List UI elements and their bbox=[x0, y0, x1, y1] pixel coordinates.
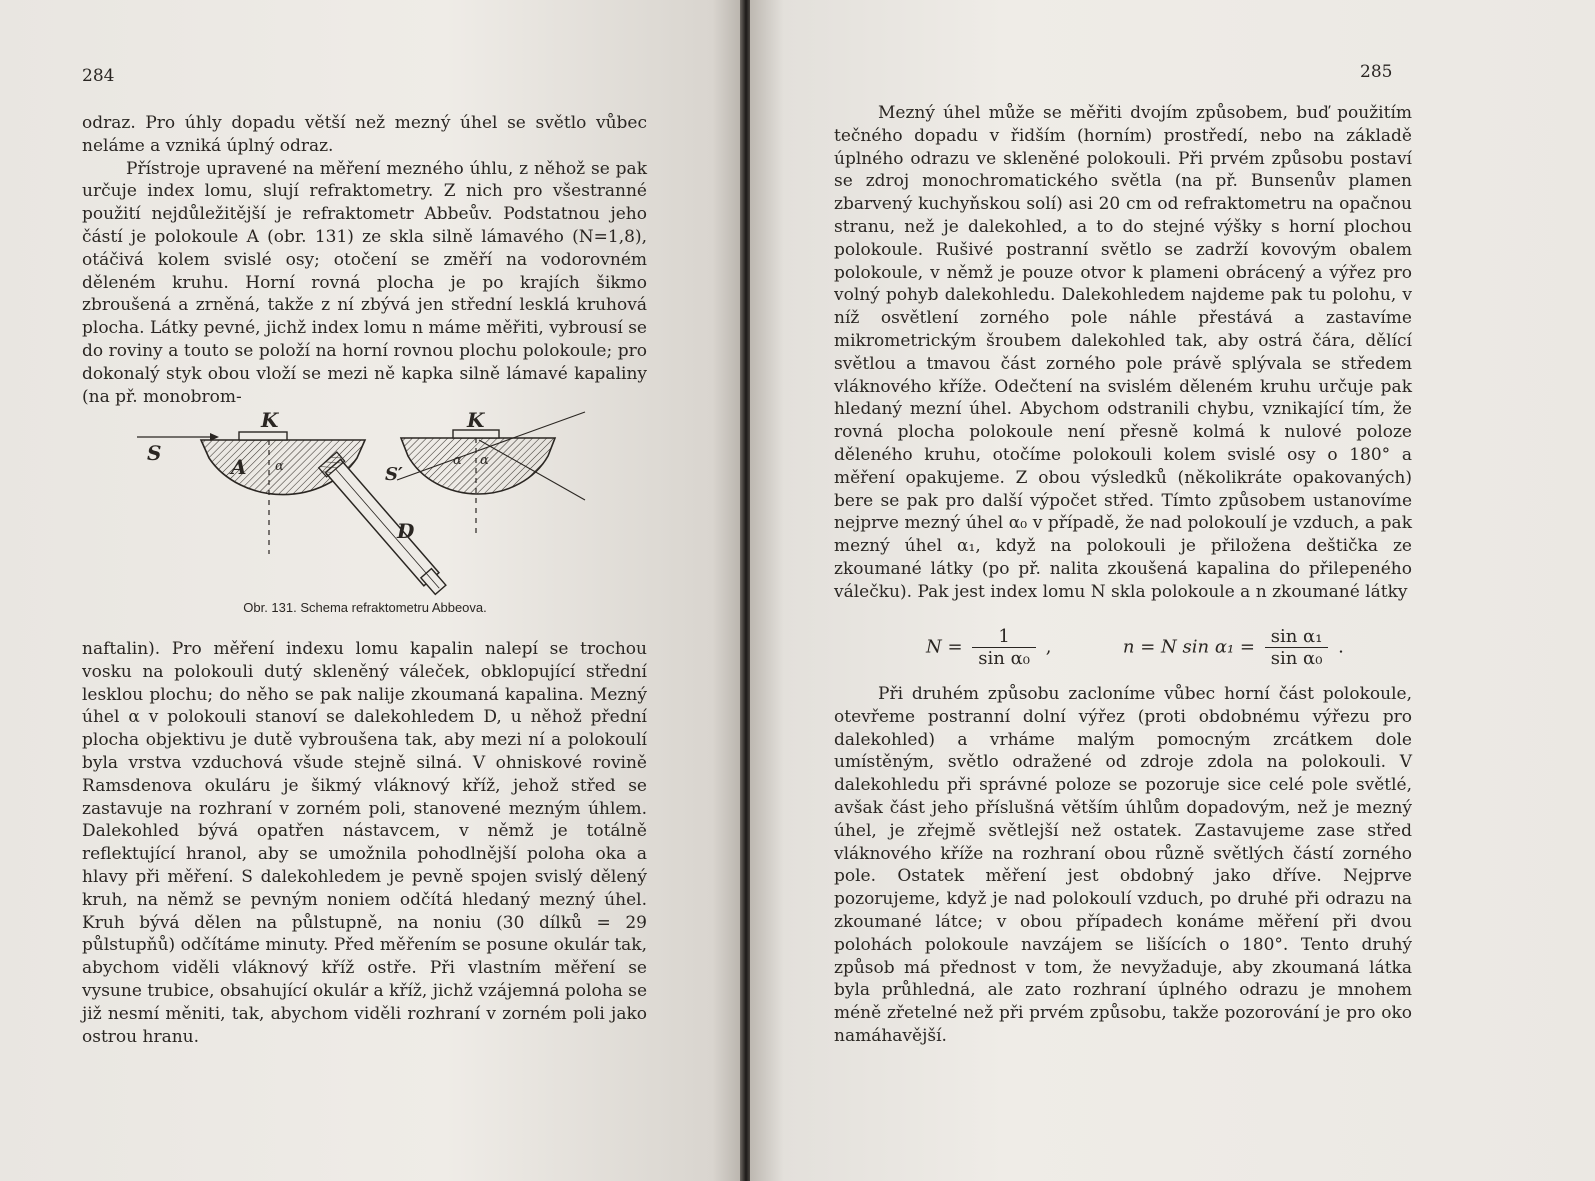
denominator: sin α₀ bbox=[978, 648, 1030, 669]
left-text-top bbox=[82, 112, 647, 408]
right-text-top bbox=[834, 102, 1412, 604]
numerator: 1 bbox=[972, 626, 1036, 648]
hemisphere-right bbox=[401, 438, 555, 494]
left-page bbox=[0, 0, 742, 1181]
right-page bbox=[750, 0, 1595, 1181]
label-k: K bbox=[261, 408, 279, 432]
figure-caption: Obr. 131. Schema refraktometru Abbeova. bbox=[243, 600, 487, 615]
formula-lhs: n = N sin α₁ = bbox=[1122, 636, 1255, 658]
label-alpha: α bbox=[453, 453, 462, 468]
formula-lhs: N = bbox=[926, 636, 963, 658]
formula-end: . bbox=[1338, 636, 1344, 658]
label-d: D bbox=[397, 519, 415, 543]
refractometer-figure bbox=[135, 404, 605, 600]
formula bbox=[926, 626, 1366, 669]
paragraph: Při druhém způsobu zacloníme vůbec horní část polokoule, otevřeme postranní dolní výřez (proti obdobnému výřezu pro dalekohled) a vrháme malým pomocným zrcátkem dole umístěným, světlo odražené od zdroje zdola na polokouli. V dalekohledu při správné poloze se pozoruje sice celé pole světlé, avšak část jeho příslušná větším úhlům dopadovým, než je mezný úhel, je zřejmě světlejší než ostatek. Zastavujeme zase střed vláknového kříže na rozhraní obou různě světlých částí zorného pole. Ostatek měření jest obdobný jako dříve. Nejprve pozorujeme, když je nad polokoulí vzduch, po druhé při odrazu na zkoumané látce; v obou případech konáme měření při dvou polohách polokoule navzájem se lišících o 180°. Tento druhý způsob má přednost v tom, že nevyžaduje, aby zkoumaná látka byla průhledná, ale zato rozhraní úplného odrazu je mnohem méně zřetelné než při prvém způsobu, takže pozorování je pro oko namáhavější. bbox=[834, 684, 1412, 1046]
label-alpha: α bbox=[275, 459, 284, 474]
label-k: K bbox=[467, 408, 485, 432]
paragraph: Přístroje upravené na měření mezného úhlu, z něhož se pak určuje index lomu, slují refraktometry. Z nich pro všestranné použití nejdůležitější je refraktometr Abbeův. Podstatnou jeho částí je polokoule A (obr. 131) ze skla silně lámavého (N=1,8), otáčivá kolem svislé osy; otočení se změří na vodorovném děleném kruhu. Horní rovná plocha je po krajích šikmo zbroušená a zrněná, takže z ní zbývá jen střední lesklá kruhová plocha. Látky pevné, jichž index lomu n máme měřiti, vybrousí se do roviny a touto se položí na horní rovnou plochu polokoule; pro dokonalý styk obou vloží se mezi ně kapka silně lámavé kapaliny (na př. monobrom- bbox=[82, 158, 647, 407]
paragraph: odraz. Pro úhly dopadu větší než mezný úhel se světlo vůbec neláme a vzniká úplný odraz. bbox=[82, 113, 647, 156]
denominator: sin α₀ bbox=[1270, 648, 1323, 669]
paragraph: naftalin). Pro měření indexu lomu kapalin nalepí se trochou vosku na polokouli dutý skleněný váleček, obklopující střední lesklou plochu; do něho se pak nalije zkoumaná kapalina. Mezný úhel α v polokouli stanoví se dalekohledem D, u něhož přední plocha objektivu je dutě vybroušena tak, aby mezi ní a polokoulí byla vrstva vzduchová všude stejně silná. V ohniskové rovině Ramsdenova okuláru je šikmý vláknový kříž, jehož střed se zastavuje na rozhraní v zorném poli, stanovené mezným úhlem. Dalekohled bývá opatřen nástavcem, v němž je totálně reflektující hranol, aby se umožnila pohodlnější poloha oka a hlavy při měření. S dalekohledem je pevně spojen svislý dělený kruh, na němž se pevným noniem odčítá hledaný mezný úhel. Kruh bývá dělen na půlstupně, na noniu (30 dílků = 29 půlstupňů) odčítáme minuty. Před měřením se posune okulár tak, abychom viděli vláknový kříž ostře. Při vlastním měření se vysune trubice, obsahující okulár a kříž, jichž vzájemná poloha se již nesmí měniti, tak, abychom viděli rozhraní v zorném poli jako ostrou hranu. bbox=[82, 639, 647, 1047]
fraction bbox=[972, 626, 1036, 669]
page-number-right: 285 bbox=[1360, 62, 1393, 82]
formula-separator: , bbox=[1045, 636, 1052, 658]
page-number-left: 284 bbox=[82, 66, 115, 86]
label-s-prime: S′ bbox=[385, 464, 403, 485]
paragraph: Mezný úhel může se měřiti dvojím způsobem, buď použitím tečného dopadu v řidším (horním) prostředí, nebo na základě úplného odrazu ve skleněné polokouli. Při prvém způsobu postaví se zdroj monochromatického světla (na př. Bunsenův plamen zbarvený kuchyňskou solí) asi 20 cm od refraktometru na opačnou stranu, než je dalekohled, a to do stejné výšky s horní plochou polokoule. Rušivé postranní světlo se zadrží kovovým obalem polokoule, v němž je pouze otvor k plameni obrácený a výřez pro volný pohyb dalekohledu. Dalekohledem najdeme pak tu polohu, v níž osvětlení zorného pole náhle přestává a zastavíme mikrometrickým šroubem dalekohled tak, aby ostrá čára, dělící světlou a tmavou část zorného pole právě splývala se středem vláknového kříže. Odečtení na svislém děleném kruhu určuje pak hledaný mezní úhel. Abychom odstranili chybu, vznikající tím, že rovná plocha polokoule není přesně kolmá k nulové poloze děleného kruhu, otočíme polokouli kolem svislé osy o 180° a měření opakujeme. Z obou výsledků (několikráte opakovaných) bere se pak pro další výpočet střed. Tímto způsobem ustanovíme nejprve mezný úhel α₀ v případě, že nad polokoulí je vzduch, a pak mezný úhel α₁, když na polokouli je přiložena deštička ze zkoumané látky (po př. nalita zkoušená kapalina do přilepeného válečku). Pak jest index lomu N skla polokoule a n zkoumané látky bbox=[834, 103, 1412, 602]
plate-k-left bbox=[239, 432, 287, 440]
fraction bbox=[1265, 626, 1329, 669]
label-a: A bbox=[231, 455, 247, 479]
right-text-bottom bbox=[834, 683, 1412, 1048]
numerator: sin α₁ bbox=[1265, 626, 1329, 648]
label-alpha: α bbox=[480, 453, 489, 468]
label-s: S bbox=[147, 441, 162, 465]
left-text-bottom bbox=[82, 638, 647, 1048]
